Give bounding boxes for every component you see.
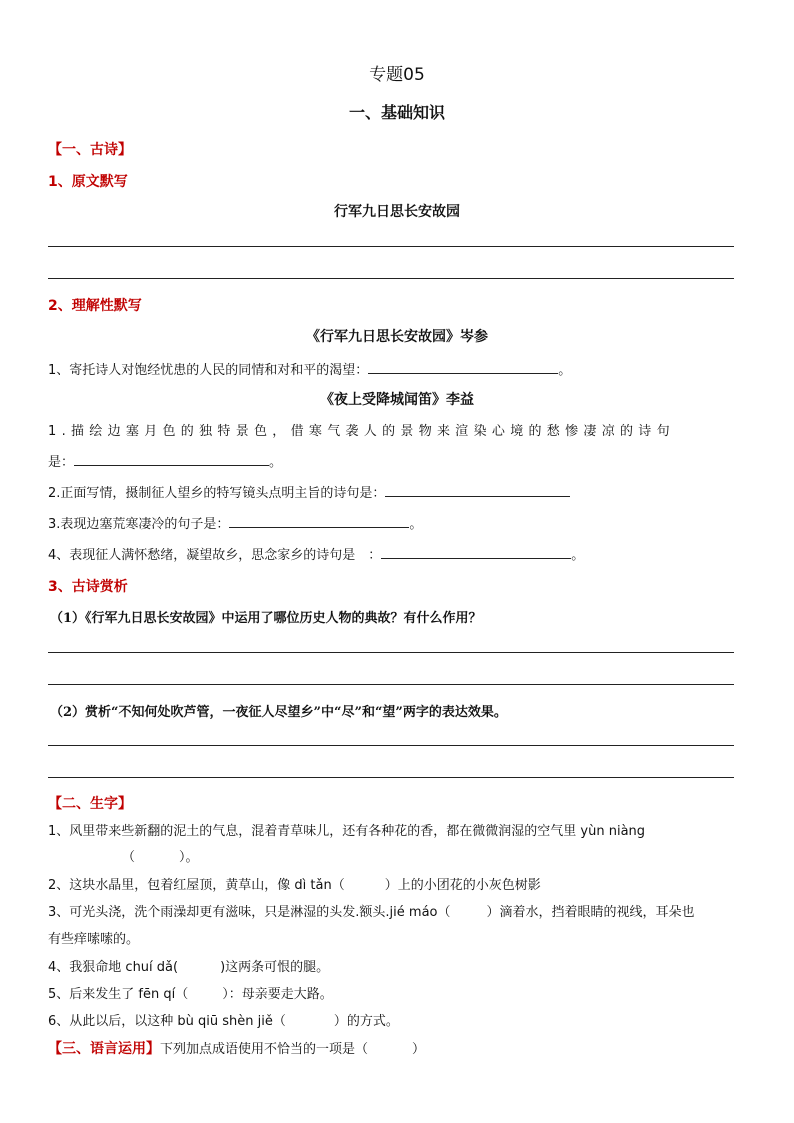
paren-open: （: [272, 1014, 286, 1029]
poem1-title: 《行军九日思长安故园》岑参: [306, 329, 488, 345]
question-row: [48, 983, 333, 1002]
question-row: [48, 482, 570, 501]
question-row: [48, 874, 541, 893]
question-text: ）滴着水，挡着眼睛的视线，耳朵也: [486, 905, 695, 920]
question-row: [48, 513, 422, 532]
question-row: [48, 1038, 425, 1058]
question-text: ）上的小团花的小灰色树影: [384, 878, 541, 893]
question-row: [48, 1010, 399, 1029]
question-end: 。: [571, 548, 585, 563]
answer-line[interactable]: [48, 745, 734, 746]
question-row: [48, 451, 282, 470]
answer-line[interactable]: [48, 246, 734, 247]
answer-blank[interactable]: [74, 453, 269, 466]
question-text: 2、这块水晶里，包着红屋顶，黄草山，像: [48, 878, 291, 893]
paren-open: (: [173, 960, 179, 975]
section-label-characters: 【二、生字】: [48, 796, 132, 812]
poem-title: 行军九日思长安故园: [334, 204, 460, 220]
answer-blank[interactable]: [368, 361, 558, 374]
question-end: 。: [269, 455, 283, 470]
pinyin: chuí dǎ: [125, 960, 174, 975]
paren-open: （: [437, 905, 451, 920]
question-end: 。: [409, 517, 423, 532]
paren-open: （: [122, 850, 136, 865]
question-text: 4、表现征人满怀愁绪，凝望故乡，思念家乡的诗句是 ：: [48, 548, 382, 563]
answer-blank[interactable]: [385, 484, 570, 497]
pinyin: dì tǎn: [294, 878, 332, 893]
question-text: 4、我狠命地: [48, 960, 122, 975]
question-text: ）：母亲要走大路。: [222, 987, 333, 1002]
page-title: 专题05: [369, 65, 425, 85]
pinyin: bù qiū shèn jiě: [177, 1014, 273, 1029]
question-row: [48, 956, 329, 975]
question-row: [48, 820, 645, 839]
question-text: 1、寄托诗人对饱经忧患的人民的同情和对和平的渴望：: [48, 363, 369, 378]
paren-close: ）。: [179, 850, 199, 865]
question-text: 1、风里带来些新翻的泥土的气息，混着青草味儿，还有各种花的香，都在微微润湿的空气里: [48, 824, 577, 839]
question-text: 3、可光头浇，洗个雨澡却更有滋味，只是淋湿的头发.额头.: [48, 905, 390, 920]
answer-line[interactable]: [48, 652, 734, 653]
question-end: 。: [558, 363, 572, 378]
answer-line[interactable]: [48, 278, 734, 279]
pinyin: jié máo: [389, 905, 438, 920]
answer-line[interactable]: [48, 777, 734, 778]
question-row: [122, 846, 199, 865]
answer-blank[interactable]: [381, 546, 571, 559]
section-label-poems: 【一、古诗】: [48, 142, 132, 158]
part2-heading: 2、理解性默写: [48, 298, 142, 314]
question-text: 6、从此以后，以这种: [48, 1014, 174, 1029]
question-text: 5、后来发生了: [48, 987, 135, 1002]
answer-line[interactable]: [48, 684, 734, 685]
section-label-language: 【三、语言运用】: [48, 1041, 160, 1057]
question-row: [48, 901, 695, 920]
question-text: 1.描绘边塞月色的独特景色，借寒气袭人的景物来渲染心境的愁惨凄凉的诗句: [48, 424, 675, 439]
question-text: 是：: [48, 455, 75, 470]
analysis-question-1: （1）《行军九日思长安故园》中运用了哪位历史人物的典故？有什么作用？: [50, 611, 482, 626]
paren-open: （: [331, 878, 345, 893]
question-text: )这两条可恨的腿。: [220, 960, 330, 975]
question-text: 2.正面写情，摄制征人望乡的特写镜头点明主旨的诗句是：: [48, 486, 386, 501]
question-text: 下列加点成语使用不恰当的一项是（: [160, 1042, 369, 1057]
question-text: ）的方式。: [333, 1014, 399, 1029]
poem2-title: 《夜上受降城闻笛》李益: [320, 392, 474, 408]
pinyin: fēn qí: [138, 987, 176, 1002]
part1-heading: 1、原文默写: [48, 174, 128, 190]
part3-heading: 3、古诗赏析: [48, 579, 128, 595]
answer-blank[interactable]: [229, 515, 409, 528]
question-end: ）: [412, 1042, 426, 1057]
paren-open: （: [175, 987, 189, 1002]
pinyin: yùn niàng: [580, 824, 646, 839]
analysis-question-2: （2）赏析“不知何处吹芦管，一夜征人尽望乡”中“尽”和“望”两字的表达效果。: [50, 705, 507, 720]
question-row: [48, 544, 584, 563]
question-text: 有些痒嗦嗦的。: [48, 932, 140, 947]
question-row: [48, 359, 571, 378]
question-text: 3.表现边塞荒寒凄冷的句子是：: [48, 517, 230, 532]
page-subtitle: 一、基础知识: [348, 103, 445, 122]
